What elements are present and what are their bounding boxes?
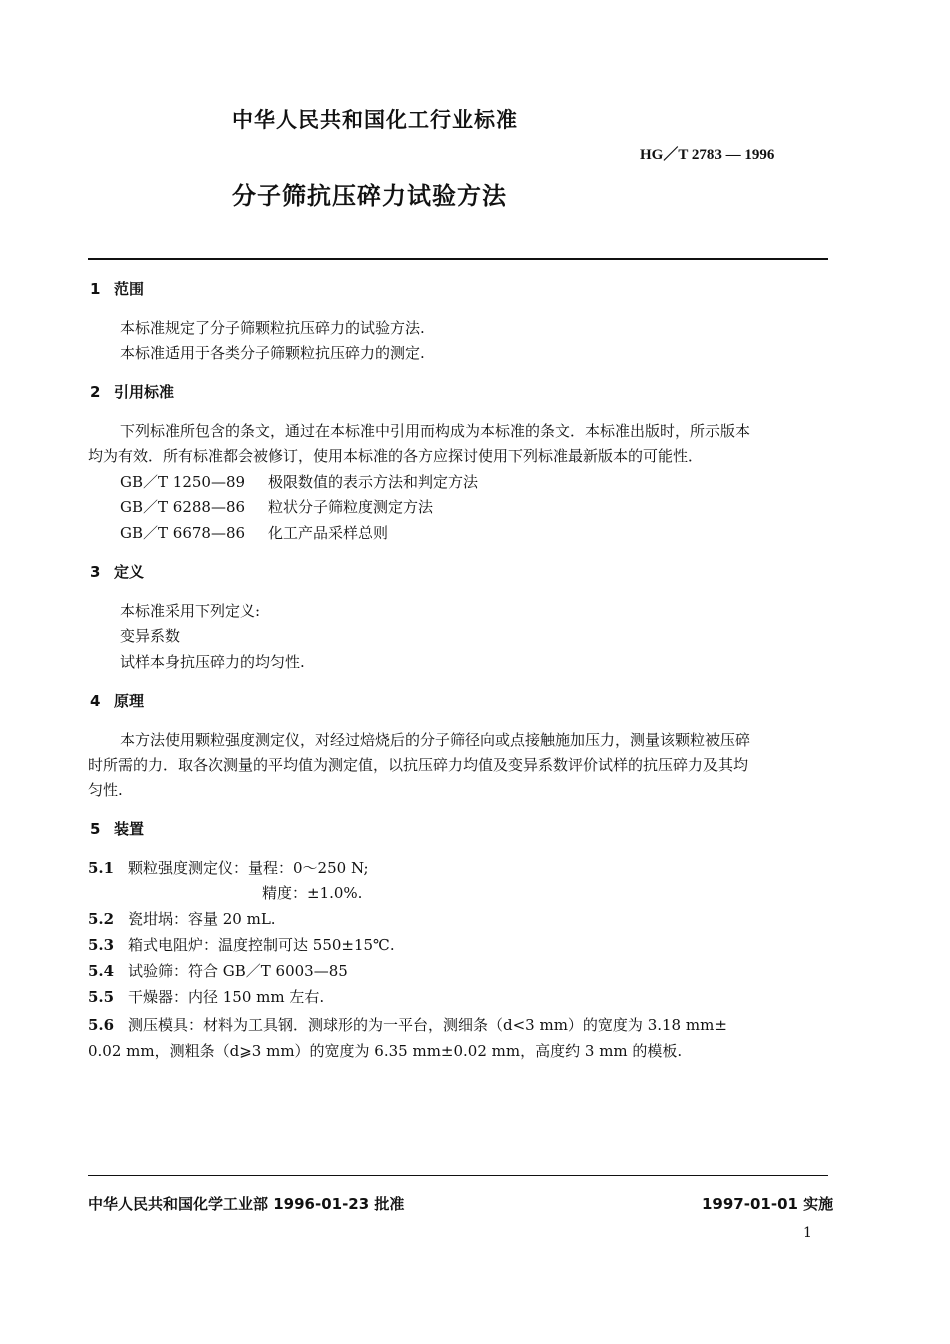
reference-item (120, 496, 433, 517)
section-number: 5 (90, 820, 101, 838)
section-2-para-line-1: 下列标准所包含的条文，通过在本标准中引用而构成为本标准的条文．本标准出版时，所示版本 (120, 422, 751, 440)
section-3-line-2: 变异系数 (120, 627, 181, 645)
section-number: 4 (90, 692, 101, 710)
section-4-line-1: 本方法使用颗粒强度测定仪，对经过焙烧后的分子筛径向或点接触施加压力，测量该颗粒被压碎 (120, 731, 751, 749)
footer-divider (88, 1175, 828, 1176)
item-number: 5.2 (88, 910, 115, 928)
reference-item (120, 471, 478, 492)
item-text: 干燥器：内径 150 mm 左右. (128, 988, 325, 1006)
reference-code: GB／T 6288—86 (120, 498, 246, 516)
section-3-heading (90, 561, 144, 582)
reference-name: 化工产品采样总则 (268, 524, 389, 542)
section-5-heading (90, 818, 144, 839)
section-2-para-line-2: 均为有效．所有标准都会被修订，使用本标准的各方应探讨使用下列标准最新版本的可能性． (88, 447, 704, 465)
document-title: 分子筛抗压碎力试验方法 (232, 182, 507, 210)
section-title: 装置 (114, 820, 145, 838)
section-3-line-3: 试样本身抗压碎力的均匀性. (120, 653, 305, 671)
item-text: 箱式电阻炉：温度控制可达 550±15℃. (128, 936, 395, 954)
apparatus-item (88, 960, 348, 981)
apparatus-item-continuation: 精度：±1.0%. (262, 884, 363, 902)
section-3-line-1: 本标准采用下列定义: (120, 602, 261, 620)
apparatus-item (88, 934, 395, 955)
section-number: 1 (90, 280, 101, 298)
header-divider (88, 258, 828, 260)
item-number: 5.6 (88, 1016, 115, 1034)
item-text: 瓷坩埚：容量 20 mL. (128, 910, 276, 928)
section-4-line-3: 匀性. (88, 781, 123, 799)
apparatus-item (88, 986, 324, 1007)
page-number: 1 (803, 1225, 812, 1241)
section-1-line-2: 本标准适用于各类分子筛颗粒抗压碎力的测定. (120, 344, 425, 362)
section-4-line-2: 时所需的力．取各次测量的平均值为测定值，以抗压碎力均值及变异系数评价试样的抗压碎力及其均 (88, 756, 749, 774)
apparatus-item (88, 1014, 727, 1035)
item-number: 5.5 (88, 988, 115, 1006)
approval-line: 中华人民共和国化学工业部 1996-01-23 批准 (88, 1195, 405, 1213)
implementation-date: 1997-01-01 实施 (702, 1195, 834, 1213)
apparatus-item-continuation: 0.02 mm，测粗条（d⩾3 mm）的宽度为 6.35 mm±0.02 mm，高度约 3 mm 的模板. (88, 1042, 683, 1060)
standard-category: 中华人民共和国化工行业标准 (232, 108, 518, 132)
apparatus-item (88, 908, 276, 929)
apparatus-item (88, 857, 369, 878)
item-number: 5.1 (88, 859, 115, 877)
reference-code: GB／T 6678—86 (120, 524, 246, 542)
reference-name: 极限数值的表示方法和判定方法 (268, 473, 479, 491)
section-1-heading (90, 278, 144, 299)
standard-code: HG／T 2783 — 1996 (640, 147, 775, 163)
reference-item (120, 522, 388, 543)
section-number: 3 (90, 563, 101, 581)
item-text: 试验筛：符合 GB／T 6003—85 (128, 962, 348, 980)
section-1-line-1: 本标准规定了分子筛颗粒抗压碎力的试验方法. (120, 319, 425, 337)
item-number: 5.4 (88, 962, 115, 980)
section-2-heading (90, 381, 174, 402)
item-text: 颗粒强度测定仪：量程：0～250 N; (128, 859, 369, 877)
section-number: 2 (90, 383, 101, 401)
section-title: 定义 (114, 563, 145, 581)
section-4-heading (90, 690, 144, 711)
section-title: 引用标准 (114, 383, 175, 401)
reference-name: 粒状分子筛粒度测定方法 (268, 498, 434, 516)
section-title: 原理 (114, 692, 145, 710)
item-text: 测压模具：材料为工具钢．测球形的为一平台，测细条（d<3 mm）的宽度为 3.18 mm± (128, 1016, 727, 1034)
section-title: 范围 (114, 280, 145, 298)
reference-code: GB／T 1250—89 (120, 473, 246, 491)
item-number: 5.3 (88, 936, 115, 954)
